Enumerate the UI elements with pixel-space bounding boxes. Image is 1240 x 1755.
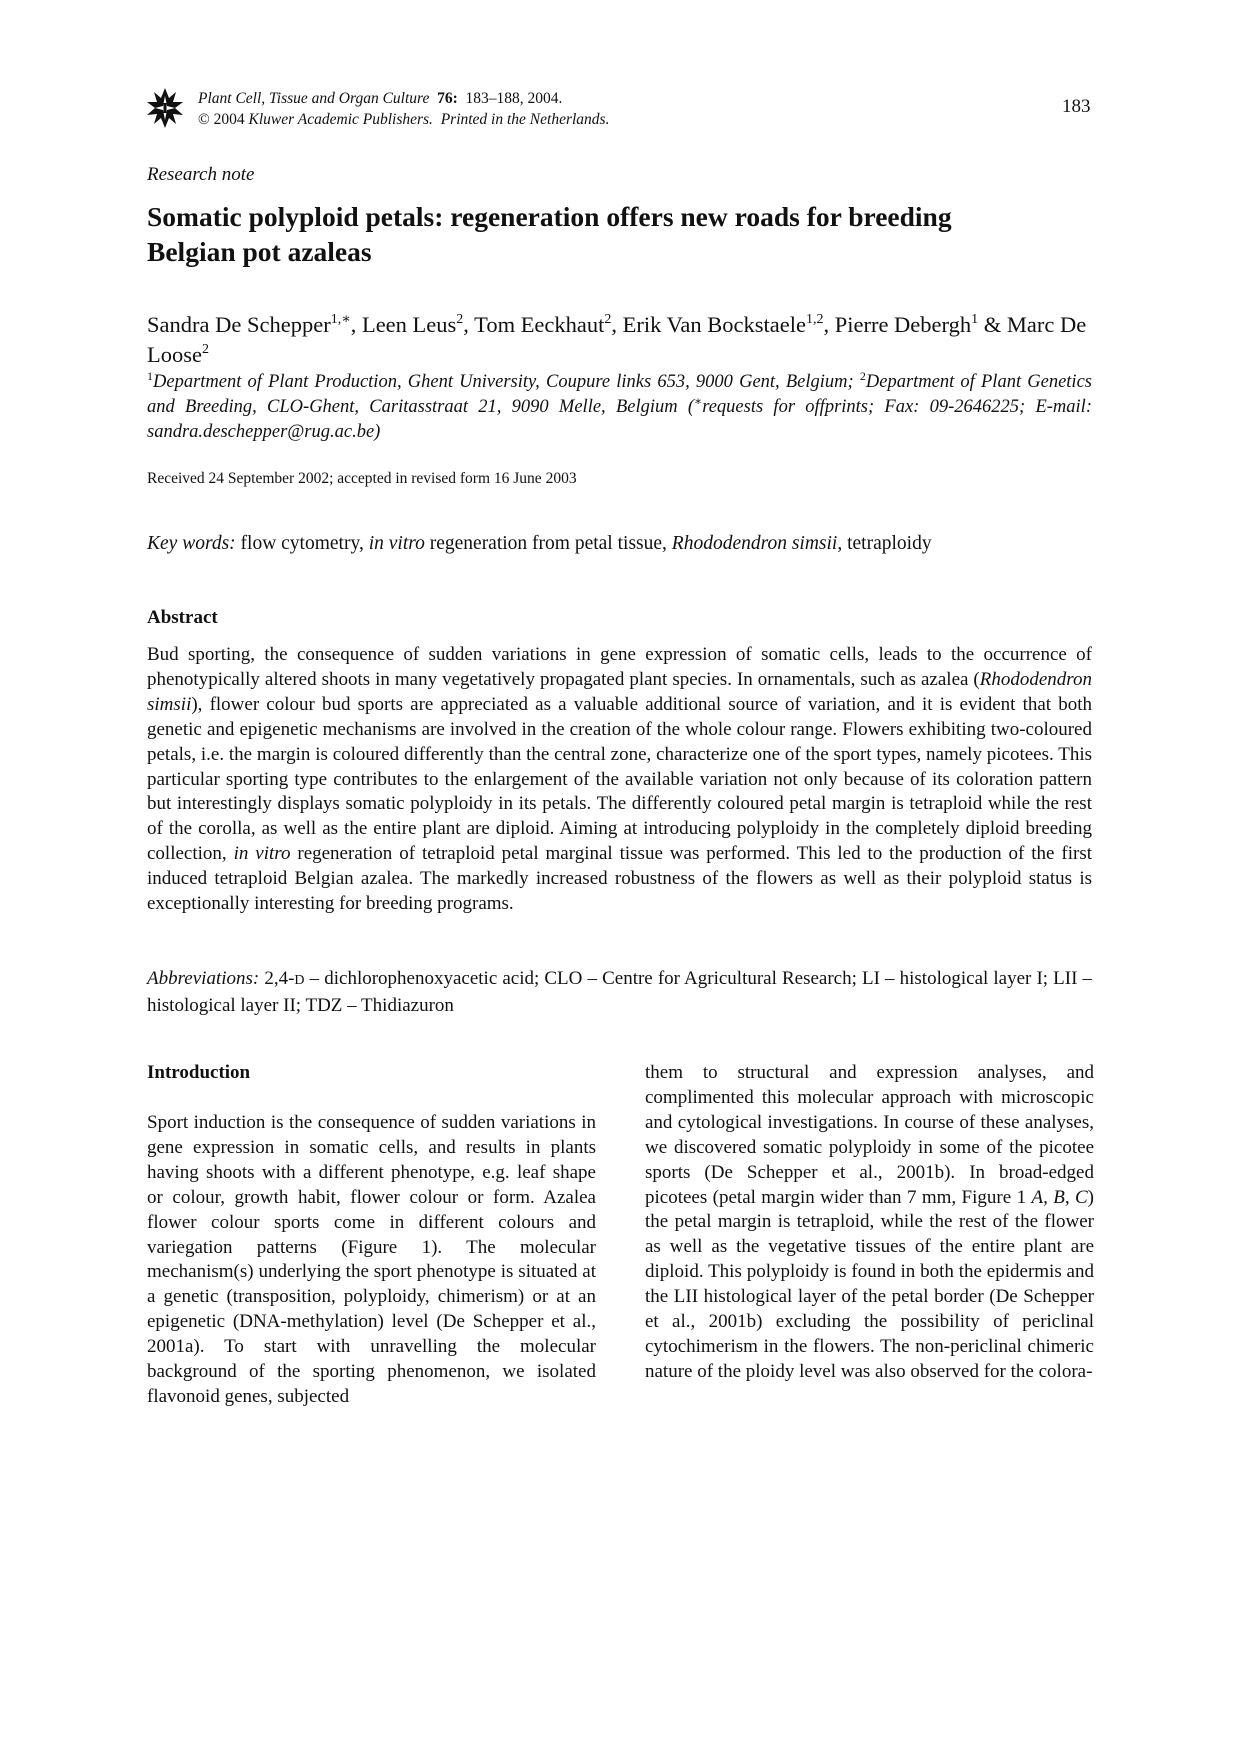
journal-name: Plant Cell, Tissue and Organ Culture bbox=[198, 90, 430, 107]
affiliation-1: Department of Plant Production, Ghent University, Coupure links 653, 9000 Gent, Belgium; bbox=[153, 372, 860, 392]
journal-citation-line bbox=[198, 88, 609, 109]
paper-title bbox=[147, 199, 1092, 269]
affiliation-marker-2: 2 bbox=[859, 369, 866, 383]
abstract-text-5: regeneration of tetraploid petal marginal tissue was performed. This led to the production of the first induced tetraploid Belgian azalea. The markedly increased robustness of the flowers as well as their polyploid status is exceptionally interesting for breeding programs. bbox=[147, 843, 1092, 915]
author-separator: , bbox=[463, 312, 475, 337]
keywords-text-3: regeneration from petal tissue, bbox=[424, 533, 672, 554]
keywords-text-5: , tetraploidy bbox=[837, 533, 932, 554]
introduction-heading: Introduction bbox=[147, 1062, 251, 1083]
abstract-text-3: ), flower colour bud sports are appreciated as a valuable additional source of variation, and it is evident that both genetic and epigenetic mechanisms are involved in the creation of the whole colour range. Flowers exhibiting two-coloured petals, i.e. the margin is coloured differently than the central zone, characterize one of the sport types, namely picotees. This particular sporting type contributes to the enlargement of the available variation not only because of its coloration pattern but interestingly displays somatic polyploidy in its petals. The differently coloured petal margin is tetraploid while the rest of the corolla, as well as the entire plant are diploid. Aiming at introducing polyploidy in the completely diploid breeding collection, bbox=[147, 693, 1092, 865]
abstract-heading: Abstract bbox=[147, 607, 218, 628]
intro-right-text-3: ) the petal margin is tetraploid, while the rest of the flower as well as the vegetative tissues of the entire plant are diploid. This polyploidy is found in both the epidermis and the LII histological layer of the petal border (De Schepper et al., 2001b) excluding the possibility of periclinal cytochimerism in the flowers. The non-periclinal chimeric nature of the ploidy level was also observed for the colora- bbox=[645, 1186, 1094, 1382]
author-name: Sandra De Schepper bbox=[147, 312, 331, 337]
publisher-name: Kluwer Academic Publishers. bbox=[248, 111, 433, 128]
author-affiliation-marker: 1,∗ bbox=[330, 312, 351, 327]
author-name: Pierre Debergh bbox=[834, 312, 972, 337]
copyright-year: 2004 bbox=[213, 111, 245, 128]
journal-info bbox=[198, 88, 609, 130]
abstract-text-2: Rhododendron simsii bbox=[147, 668, 1092, 715]
journal-pages-year: 183–188, 2004. bbox=[465, 90, 563, 107]
abbreviations bbox=[147, 967, 1092, 1019]
page-number: 183 bbox=[1062, 96, 1091, 117]
keywords-text-4: Rhododendron simsii bbox=[671, 533, 838, 554]
section-label: Research note bbox=[147, 164, 255, 185]
correspondence-star: ∗ bbox=[694, 394, 703, 408]
author-separator: , bbox=[611, 312, 623, 337]
publisher-logo-icon bbox=[146, 86, 184, 130]
author-affiliation-marker: 1,2 bbox=[805, 312, 824, 327]
keywords-label: Key words: bbox=[147, 533, 236, 554]
author-name: Tom Eeckhaut bbox=[474, 312, 605, 337]
copyright-line bbox=[198, 109, 609, 130]
author-affiliation-marker: 1 bbox=[971, 312, 979, 327]
author-list bbox=[147, 310, 1092, 370]
author-name: & Marc De Loose bbox=[147, 312, 1087, 367]
author-name: Leen Leus bbox=[361, 312, 457, 337]
abstract-body bbox=[147, 643, 1092, 917]
abstract-text-4: in vitro bbox=[233, 843, 291, 865]
intro-right-text-1: them to structural and expression analyses, and complimented this molecular approach with microscopic and cytological investigations. In course of these analyses, we discovered somatic polyploidy in some of the picotee sports (De Schepper et al., 2001b). In broad-edged picotees (petal margin wider than 7 mm, Figure 1 bbox=[645, 1062, 1094, 1208]
author-name: Erik Van Bockstaele bbox=[622, 312, 806, 337]
author-affiliation-marker: 2 bbox=[202, 342, 209, 357]
author-separator: , bbox=[350, 312, 362, 337]
introduction-right-column bbox=[645, 1061, 1094, 1385]
keywords-text-2: in vitro bbox=[368, 533, 425, 554]
abbreviations-label: Abbreviations: bbox=[147, 968, 260, 989]
abstract-text-1: Bud sporting, the consequence of sudden variations in gene expression of somatic cells, leads to the occurrence of phenotypically altered shoots in many vegetatively propagated plant species. In ornamentals, such as azalea ( bbox=[147, 644, 1092, 690]
copyright-symbol: © bbox=[198, 111, 210, 128]
introduction-left-column: Sport induction is the consequence of sudden variations in gene expression in somatic cells, and results in plants having shoots with a different phenotype, e.g. leaf shape or colour, growth habit, flower colour or form. Azalea flower colour sports come in different colours and variegation patterns (Figure 1). The molecular mechanism(s) underlying the sport phenotype is situated at a genetic (transposition, polyploidy, chimerism) or at an epigenetic (DNA-methylation) level (De Schepper et al., 2001a). To start with unravelling the molecular background of the sporting phenomenon, we isolated flavonoid genes, subjected bbox=[147, 1112, 596, 1407]
journal-volume: 76: bbox=[437, 90, 458, 107]
abbreviations-text-3: – dichlorophenoxyacetic acid; CLO – Centre for Agricultural Research; LI – histological layer I; LII – histological layer II; TDZ – Thidiazuron bbox=[147, 968, 1093, 1016]
keywords bbox=[147, 533, 1092, 555]
printed-note: Printed in the Netherlands. bbox=[440, 111, 610, 128]
keywords-text-1: flow cytometry, bbox=[235, 533, 369, 554]
received-dates: Received 24 September 2002; accepted in revised form 16 June 2003 bbox=[147, 470, 577, 487]
author-separator: , bbox=[823, 312, 835, 337]
correspondence-info: requests for offprints; Fax: 09-2646225; E-mail: sandra.deschepper@rug.ac.be) bbox=[147, 397, 1092, 442]
intro-right-figure-ref: A, B, C bbox=[1031, 1186, 1088, 1208]
affiliations bbox=[147, 370, 1092, 445]
affiliation-marker-1: 1 bbox=[147, 369, 153, 383]
abbreviations-text-1: 2,4- bbox=[259, 968, 295, 989]
paper-title-line-1: Somatic polyploid petals: regeneration offers new roads for breeding bbox=[147, 201, 952, 232]
abbreviations-small-caps: D bbox=[294, 973, 305, 988]
author-affiliation-marker: 2 bbox=[604, 312, 612, 327]
author-affiliation-marker: 2 bbox=[456, 312, 464, 327]
affiliation-2: Department of Plant Genetics and Breeding, CLO-Ghent, Caritasstraat 21, 9090 Melle, Belgium ( bbox=[147, 372, 1092, 417]
paper-title-line-2: Belgian pot azaleas bbox=[147, 236, 372, 267]
